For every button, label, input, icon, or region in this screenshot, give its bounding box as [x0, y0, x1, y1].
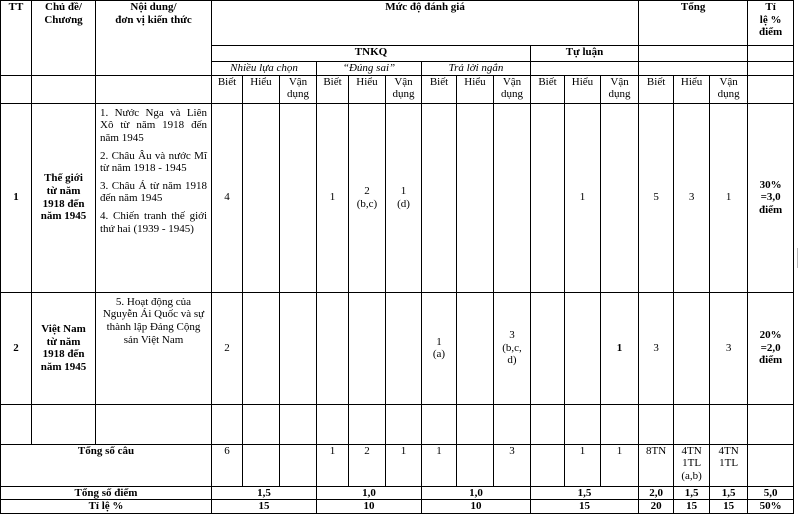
level-vandung: Vận dụng [601, 75, 639, 103]
empty-cell [386, 404, 422, 444]
cell: 4TN 1TL (a,b) [674, 444, 710, 486]
level-biet: Biết [639, 75, 674, 103]
cell [349, 292, 386, 404]
level-vandung: Vận dụng [386, 75, 422, 103]
cell [457, 444, 494, 486]
header-mcq: Nhiều lựa chọn [212, 62, 317, 76]
group-points: 1,5 [531, 486, 639, 500]
header-total-blank [639, 46, 748, 62]
empty-cell [457, 404, 494, 444]
ratio-row [1, 500, 794, 514]
cell: 1 [422, 444, 457, 486]
group-points: 1,0 [317, 486, 422, 500]
header-essay-blank [531, 62, 639, 76]
header-content: Nội dung/ đơn vị kiến thức [96, 1, 212, 76]
cell [422, 103, 457, 292]
header-total-blank-2 [639, 62, 748, 76]
cell [565, 292, 601, 404]
page-edge-marker [797, 248, 801, 268]
level-biet: Biết [317, 75, 349, 103]
empty-cell [243, 404, 280, 444]
header-truefalse: “Đúng sai” [317, 62, 422, 76]
level-vandung: Vận dụng [494, 75, 531, 103]
cell [317, 292, 349, 404]
cell [386, 292, 422, 404]
cell: 4 [212, 103, 243, 292]
cell [601, 103, 639, 292]
level-hieu: Hiểu [349, 75, 386, 103]
total-points: 2,0 [639, 486, 674, 500]
row-content [96, 103, 212, 292]
table-row [1, 292, 794, 404]
cell: 1 [565, 103, 601, 292]
table-row [1, 103, 794, 292]
cell: 5 [639, 103, 674, 292]
empty-cell [494, 404, 531, 444]
cell: 1 [317, 103, 349, 292]
cell: 2 [212, 292, 243, 404]
total-points: 1,5 [710, 486, 748, 500]
empty-cell [601, 404, 639, 444]
total-points-row [1, 486, 794, 500]
header-total: Tổng [639, 1, 748, 46]
level-vandung: Vận dụng [710, 75, 748, 103]
cell [531, 103, 565, 292]
ratio-label: Tỉ lệ % [1, 500, 212, 514]
cell: 3 [674, 103, 710, 292]
group-ratio: 10 [422, 500, 531, 514]
empty-cell [748, 404, 794, 444]
cell [457, 292, 494, 404]
cell: 1 (d) [386, 103, 422, 292]
level-biet: Biết [212, 75, 243, 103]
group-points: 1,0 [422, 486, 531, 500]
cell: 8TN [639, 444, 674, 486]
cell: 3 (b,c, d) [494, 292, 531, 404]
empty-cell [710, 404, 748, 444]
empty-cell [674, 404, 710, 444]
header-tnkq: TNKQ [212, 46, 531, 62]
group-ratio: 10 [317, 500, 422, 514]
level-vandung: Vận dụng [280, 75, 317, 103]
level-biet: Biết [531, 75, 565, 103]
total-points-label: Tổng số điểm [1, 486, 212, 500]
cell: 2 [349, 444, 386, 486]
cell: 1 [710, 103, 748, 292]
topic-item: 4. Chiến tranh thế giới thứ hai (1939 - 1945) [100, 210, 207, 235]
header-short-answer: Trả lời ngắn [422, 62, 531, 76]
empty-cell [422, 404, 457, 444]
cell: 1 (a) [422, 292, 457, 404]
header-ratio-blank-2 [748, 62, 794, 76]
row-chapter: Thế giới từ năm 1918 đến năm 1945 [32, 103, 96, 292]
empty-cell [639, 404, 674, 444]
cell: 1 [601, 444, 639, 486]
cell: 1 [386, 444, 422, 486]
empty-cell [349, 404, 386, 444]
row-tt: 1 [1, 103, 32, 292]
empty-row [1, 404, 794, 444]
topic-item: 2. Châu Âu và nước Mĩ từ năm 1918 - 1945 [100, 149, 207, 175]
cell [494, 103, 531, 292]
total-ratio: 15 [674, 500, 710, 514]
cell: 3 [494, 444, 531, 486]
cell: 4TN 1TL [710, 444, 748, 486]
level-hieu: Hiểu [457, 75, 494, 103]
total-questions-row [1, 444, 794, 486]
level-biet: Biết [422, 75, 457, 103]
group-points: 1,5 [212, 486, 317, 500]
row-tt: 2 [1, 292, 32, 404]
ratio-points: 5,0 [748, 486, 794, 500]
level-blank-tt [1, 75, 32, 103]
row-content [96, 292, 212, 404]
row-ratio: 30% =3,0 điểm [748, 103, 794, 292]
group-ratio: 15 [212, 500, 317, 514]
empty-cell [317, 404, 349, 444]
level-hieu: Hiểu [565, 75, 601, 103]
empty-cell [565, 404, 601, 444]
cell: 3 [710, 292, 748, 404]
ratio-total: 50% [748, 500, 794, 514]
cell: 3 [639, 292, 674, 404]
empty-cell [212, 404, 243, 444]
cell [243, 103, 280, 292]
total-ratio: 20 [639, 500, 674, 514]
total-points: 1,5 [674, 486, 710, 500]
row-chapter: Việt Nam từ năm 1918 đến năm 1945 [32, 292, 96, 404]
cell [243, 292, 280, 404]
cell: 1 [317, 444, 349, 486]
level-blank-content [96, 75, 212, 103]
level-hieu: Hiểu [674, 75, 710, 103]
cell [674, 292, 710, 404]
header-chapter: Chủ đề/ Chương [32, 1, 96, 76]
cell [243, 444, 280, 486]
cell [531, 444, 565, 486]
total-questions-label: Tổng số câu [1, 444, 212, 486]
cell [748, 444, 794, 486]
empty-cell [1, 404, 32, 444]
cell [280, 444, 317, 486]
level-ratio-blank [748, 75, 794, 103]
topic-item: 3. Châu Á từ năm 1918 đến năm 1945 [100, 179, 207, 205]
level-hieu: Hiểu [243, 75, 280, 103]
cell [280, 103, 317, 292]
topic-item: 5. Hoạt động của Nguyễn Ái Quốc và sự thành lập Đảng Cộng sản Việt Nam [102, 295, 205, 346]
header-essay: Tự luận [531, 46, 639, 62]
total-ratio: 15 [710, 500, 748, 514]
header-ratio-blank [748, 46, 794, 62]
header-tt: TT [1, 1, 32, 76]
empty-cell [531, 404, 565, 444]
cell [531, 292, 565, 404]
topic-item: 1. Nước Nga và Liên Xô từ năm 1918 đến năm 1945 [100, 106, 207, 144]
cell: 6 [212, 444, 243, 486]
cell [280, 292, 317, 404]
group-ratio: 15 [531, 500, 639, 514]
cell [457, 103, 494, 292]
header-assessment: Mức độ đánh giá [212, 1, 639, 46]
cell: 1 [601, 292, 639, 404]
empty-cell [32, 404, 96, 444]
row-ratio: 20% =2,0 điểm [748, 292, 794, 404]
empty-cell [96, 404, 212, 444]
level-blank-chapter [32, 75, 96, 103]
header-ratio: Tỉ lệ % điểm [748, 1, 794, 46]
cell: 1 [565, 444, 601, 486]
empty-cell [280, 404, 317, 444]
cell: 2 (b,c) [349, 103, 386, 292]
